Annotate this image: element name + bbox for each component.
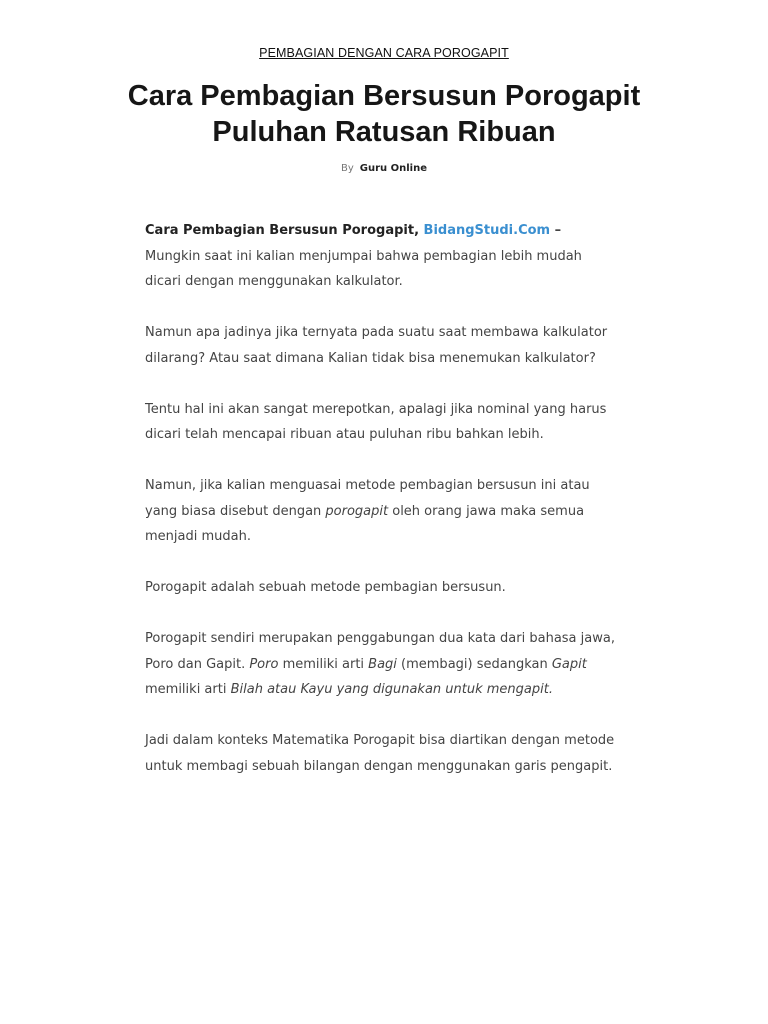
p6-italic-bagi: Bagi bbox=[368, 656, 397, 672]
p6-text-d: memiliki arti bbox=[145, 682, 231, 697]
byline-author[interactable]: Guru Online bbox=[359, 163, 428, 174]
article-body bbox=[145, 218, 615, 805]
document-heading: PEMBAGIAN DENGAN CARA POROGAPIT bbox=[259, 46, 509, 60]
paragraph-6 bbox=[145, 626, 615, 703]
paragraph-3: Tentu hal ini akan sangat merepotkan, apalagi jika nominal yang harus dicari telah mencapai ribuan atau puluhan ribu bahkan lebih. bbox=[145, 401, 607, 442]
paragraph-intro bbox=[145, 218, 615, 295]
p6-text-a: Porogapit sendiri merupakan penggabungan dua kata dari bahasa jawa, Poro dan Gapit. bbox=[145, 631, 615, 672]
paragraph-5: Porogapit adalah sebuah metode pembagian bersusun. bbox=[145, 580, 506, 595]
intro-dash: – bbox=[550, 223, 562, 238]
article-title-line2: Puluhan Ratusan Ribuan bbox=[212, 116, 556, 148]
p6-text-b: memiliki arti bbox=[278, 656, 369, 672]
p4-italic-porogapit: porogapit bbox=[325, 503, 389, 519]
intro-lead-bold: Cara Pembagian Bersusun Porogapit, bbox=[145, 223, 424, 238]
p6-italic-poro: Poro bbox=[249, 656, 279, 672]
paragraph-7: Jadi dalam konteks Matematika Porogapit bisa diartikan dengan metode untuk membagi sebuah bilangan dengan menggunakan garis pengapit. bbox=[145, 733, 615, 774]
bidangstudi-link[interactable]: BidangStudi.Com bbox=[423, 223, 551, 238]
p4-text-b: oleh orang jawa maka semua menjadi mudah. bbox=[145, 503, 585, 544]
byline bbox=[0, 163, 768, 174]
byline-by-label: By bbox=[340, 163, 354, 174]
intro-text: Mungkin saat ini kalian menjumpai bahwa pembagian lebih mudah dicari dengan menggunakan kalkulator. bbox=[145, 248, 582, 289]
article-title-line1: Cara Pembagian Bersusun Porogapit bbox=[127, 80, 641, 112]
p6-italic-gapit: Gapit bbox=[551, 656, 587, 672]
p6-italic-bilah: Bilah atau Kayu yang digunakan untuk mengapit. bbox=[230, 682, 553, 697]
article-title bbox=[84, 78, 684, 150]
p4-text-a: Namun, jika kalian menguasai metode pembagian bersusun ini atau yang biasa disebut dengan bbox=[145, 478, 590, 519]
paragraph-2: Namun apa jadinya jika ternyata pada suatu saat membawa kalkulator dilarang? Atau saat dimana Kalian tidak bisa menemukan kalkulator? bbox=[145, 325, 608, 366]
paragraph-4 bbox=[145, 473, 615, 550]
p6-text-c: (membagi) sedangkan bbox=[396, 656, 552, 672]
